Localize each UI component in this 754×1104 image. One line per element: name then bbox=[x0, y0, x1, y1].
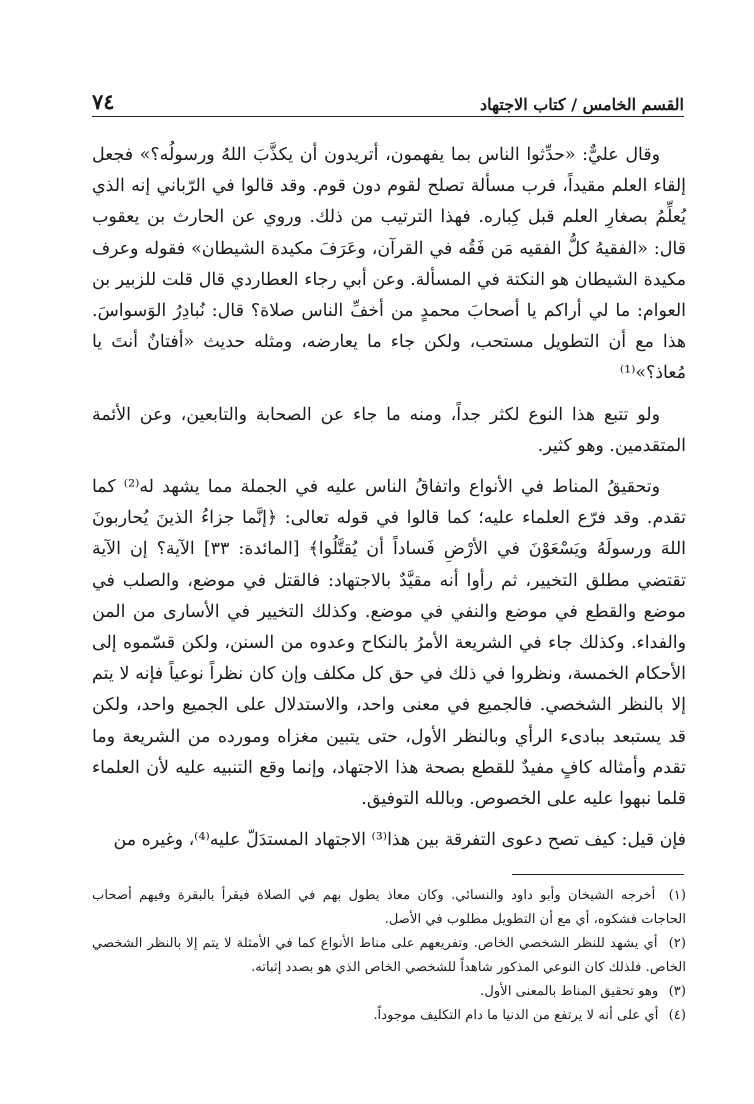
running-title: القسم الخامس / كتاب الاجتهاد bbox=[480, 95, 684, 114]
paragraph: وتحقيقُ المناط في الأنواع واتفاقُ الناس عليه في الجملة مما يشهد له⁽²⁾ كما تقدم. وقد فرّع العلماء عليه؛ كما قالوا في قوله تعالى: ﴿إنَّما جزاءُ الذينَ يُحاربونَ اللهَ ورسولَهُ ويَسْعَوْنَ في الأرْضِ فَساداً أن يُقتَّلُوا﴾ [المائدة: ٣٣] الآية؟ إن الآية تقتضي مطلق التخيير، ثم رأوا أنه مقيَّدٌ بالاجتهاد: فالقتل في موضع، والصلب في موضع والقطع في موضع والنفي في موضع. وكذلك التخيير في الأسارى من المن والفداء. وكذلك جاء في الشريعة الأمرُ بالنكاح وعدوه من السنن، ولكن قسّموه إلى الأحكام الخمسة، ونظروا في ذلك في حق كل مكلف وإن كان نظراً نوعياً فإنه لا يتم إلا بالنظر الشخصي. فالجميع في معنى واحد، والاستدلال على الجميع واحد، ولكن قد يستبعد ببادىء الرأي وبالنظر الأول، حتى يتبين مغزاه ومورده من الشريعة وما تقدم وأمثاله كافٍ مفيدٌ للقطع بصحة هذا الاجتهاد، وإنما وقع التنبيه عليه لأن العلماء قلما نبهوا عليه على الخصوص. وبالله التوفيق. bbox=[92, 477, 686, 810]
footnote-text: أي على أنه لا يرتفع من الدنيا ما دام التكليف موجوداً. bbox=[373, 1008, 659, 1023]
footnote-text: أخرجه الشيخان وأبو داود والنسائي. وكان معاذ يطول بهم في الصلاة فيقرأ بالبقرة وفيهم أصحاب الحاجات فشكوه، أي مع أن التطويل مطلوب في الأصل. bbox=[92, 888, 686, 927]
header-divider bbox=[92, 116, 684, 117]
footnote bbox=[92, 932, 686, 980]
footnote bbox=[92, 980, 686, 1004]
footnote-number: (١) bbox=[668, 888, 686, 903]
paragraph: فإن قيل: كيف تصح دعوى التفرقة بين هذا⁽³⁾ الاجتهاد المستدَلّ عليه⁽⁴⁾، وغيره من bbox=[113, 830, 686, 851]
paragraph: وقال عليٌّ: «حدِّثوا الناس بما يفهمون، أتريدون أن يكذَّبَ اللهُ ورسولُه؟» فجعل إلقاء العلم مقيداً، فرب مسألة تصلح لقوم دون قوم. وقد قالوا في الرّباني إنه الذي يُعلِّمُ بصغارِ العلم قبل كِباره. فهذا الترتيب من ذلك. وروي عن الحارث بن يعقوب قال: «الفقيهُ كلُّ الفقيه مَن فَقُه في القرآن، وعَرَفَ مكيدة الشيطان» فقوله وعرف مكيدة الشيطان هو النكتة في المسألة. وعن أبي رجاء العطاردي قال قلت للزبير بن العوام: ما لي أراكم يا أصحابَ محمدٍ من أخفِّ الناس صلاة؟ قال: نُبادِرُ الوَسواسَ. هذا مع أن التطويل مستحب، ولكن جاء ما يعارضه، ومثله حديث «أفتانٌ أنتَ يا مُعاذ؟»⁽¹⁾ bbox=[92, 145, 686, 384]
footnote bbox=[92, 1004, 686, 1028]
footnote-number: (٣) bbox=[668, 984, 686, 999]
footnotes bbox=[92, 884, 686, 1028]
main-text bbox=[92, 140, 686, 866]
footnote bbox=[92, 884, 686, 932]
footnote-text: أي يشهد للنظر الشخصي الخاص. وتفريعهم على مناط الأنواع كما في الأمثلة لا يتم إلا بالنظر الشخصي الخاص. فلذلك كان النوعي المذكور شاهداً للشخصي الخاص الذي هو بصدد إثباته. bbox=[92, 936, 686, 975]
page-header bbox=[92, 88, 684, 114]
footnote-text: وهو تحقيق المناط بالمعنى الأول. bbox=[480, 984, 659, 999]
footnote-number: (٢) bbox=[668, 936, 686, 951]
paragraph: ولو تتبع هذا النوع لكثر جداً، ومنه ما جاء عن الصحابة والتابعين، وعن الأئمة المتقدمين. وهو كثير. bbox=[92, 404, 686, 456]
footnote-number: (٤) bbox=[668, 1008, 686, 1023]
page-number: ٧٤ bbox=[92, 89, 115, 114]
footnote-divider bbox=[512, 874, 684, 875]
